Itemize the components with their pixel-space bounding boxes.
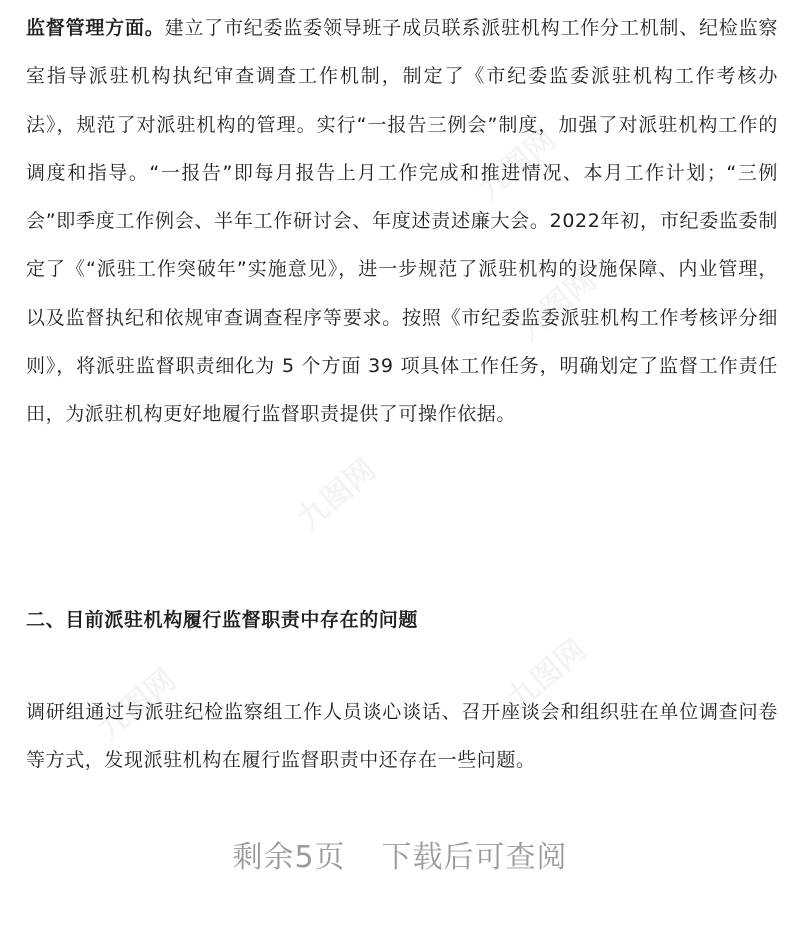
- download-prompt-label: 下载后可查阅: [381, 840, 568, 875]
- download-more-link[interactable]: [0, 834, 800, 882]
- paragraph-supervision-management: [26, 4, 778, 439]
- paragraph-body: 建立了市纪委监委领导班子成员联系派驻机构工作分工机制、纪检监察室指导派驻机构执纪审查调查工作机制，制定了《市纪委监委派驻机构工作考核办法》，规范了对派驻机构的管理。实行“一报告三例会”制度，加强了对派驻机构工作的调度和指导。“一报告”即每月报告上月工作完成和推进情况、本月工作计划；“三例会”即季度工作例会、半年工作研讨会、年度述责述廉大会。2022年初，市纪委监委制定了《“派驻工作突破年”实施意见》，进一步规范了派驻机构的设施保障、内业管理，以及监督执纪和依规审查调查程序等要求。按照《市纪委监委派驻机构工作考核评分细则》，将派驻监督职责细化为 5 个方面 39 项具体工作任务，明确划定了监督工作责任田，为派驻机构更好地履行监督职责提供了可操作依据。: [26, 17, 778, 426]
- paragraph-survey: 调研组通过与派驻纪检监察组工作人员谈心谈话、召开座谈会和组织驻在单位调查问卷等方式，发现派驻机构在履行监督职责中还存在一些问题。: [26, 701, 778, 772]
- watermark: [286, 446, 383, 538]
- remaining-pages-label: 剩余5页: [232, 840, 346, 875]
- section-heading: 二、目前派驻机构履行监督职责中存在的问题: [26, 609, 419, 631]
- paragraph-lead: 监督管理方面。: [26, 17, 165, 39]
